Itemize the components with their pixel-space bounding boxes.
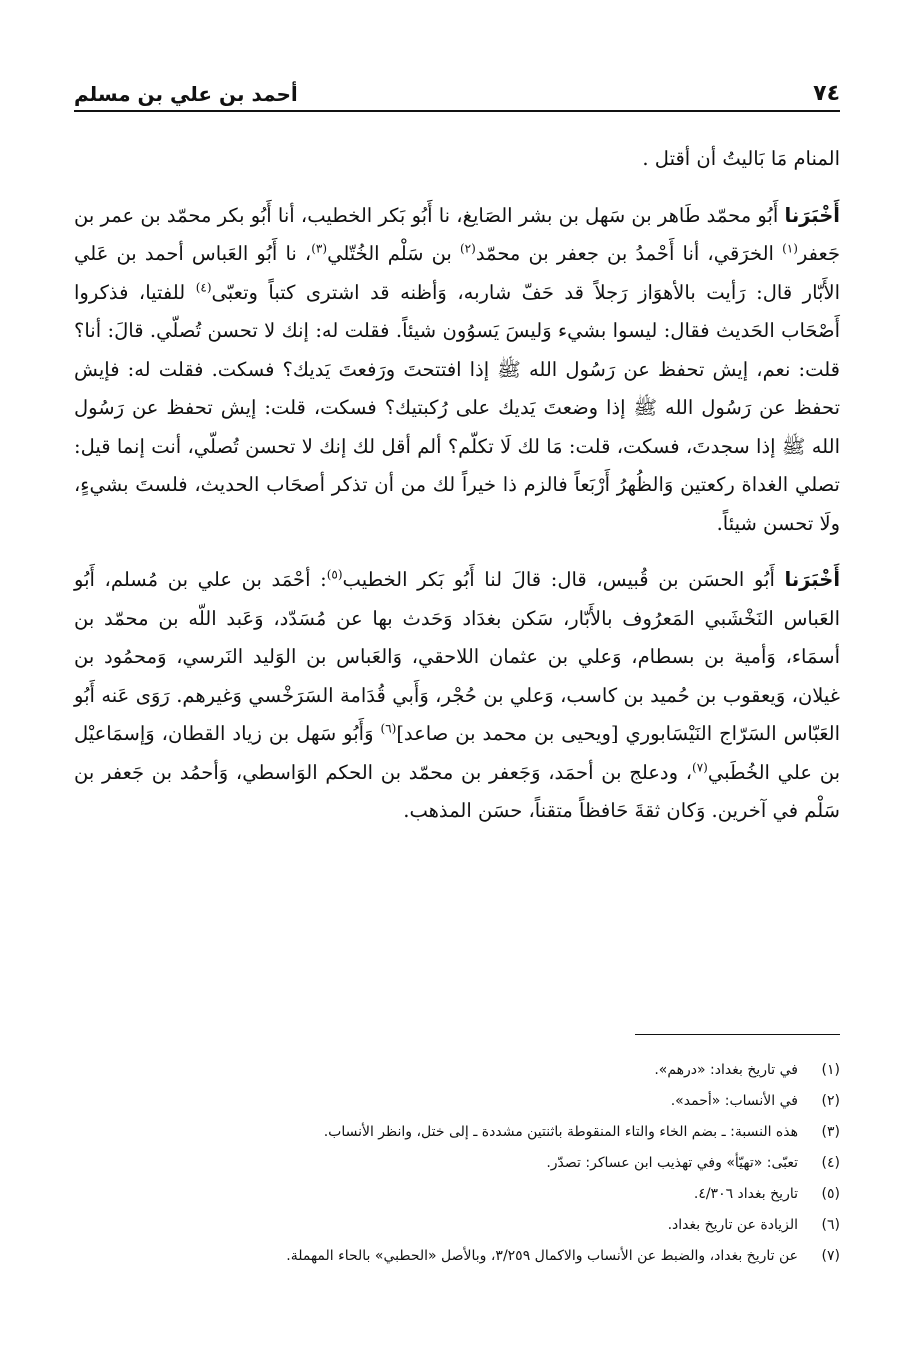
footnote-number: (٥) (821, 1186, 840, 1202)
paragraph-text: أَبُو الحسَن بن قُبيس، قال: قالَ لنا أَبُو بَكر الخطيب (342, 568, 785, 591)
footnote (74, 1086, 840, 1117)
footnote-number: (٤) (821, 1155, 840, 1171)
paragraph-2 (74, 561, 840, 831)
paragraph-text: وَأَبُو سَهل بن زياد القطان، وَإسمَاعيْل بن علي الخُطَبي (74, 722, 840, 784)
footnote-divider (635, 1034, 840, 1035)
paragraph-text: للفتيا، فذكروا أَصْحَاب الحَديث فقال: ليسوا بشيء وَليسَ يَسوُون شيئاً. فقلت له: إنك لا تحسن تُصلّي. قالَ: أنا؟ قلت: نعم، إيش تحفظ عن رَسُول الله ﷺ إذا افتتحتَ ورَفعتَ يَديك؟ فسكت. فقلت له: فإيش تحفظ عن رَسُول الله ﷺ إذا وضعتَ يَديك على رُكبتيك؟ فسكت، قلت: إيش تحفظ عن رَسُول الله ﷺ إذا سجدتَ، فسكت، قلت: مَا لك لَا تكلّم؟ ألم أقل لك إنك لا تحسن تُصلّي، أنت إنما قيل: تصلي الغداة ركعتين وَالظُهرُ أَرْبَعاً فالزم ذا خيراً لك من أن تذكر أصحَاب الحديث، فلستَ بشيءٍ، ولَا تحسن شيئاً. (74, 280, 840, 535)
paragraph-lead-word: أَخْبَرَنا (784, 568, 841, 591)
footnote-ref: (٦) (380, 721, 397, 736)
paragraph-text: بن سَلْم الخُتّلي (327, 242, 460, 265)
footnote-number: (٦) (821, 1217, 840, 1233)
footnote-ref: (٧) (692, 760, 708, 774)
paragraph-text: ، ودعلج بن أحمَد، وَجَعفر بن محمّد بن الحكم الوَاسطي، وَأحمُد بن جَعفر بن سَلْم في آخرين. وَكان ثقةَ حَافظاً متقناً، حسَن المذهب. (74, 760, 840, 822)
paragraph-text: : أحْمَد بن علي بن مُسلم، أَبُو العَباس النَخْشَبي المَعرُوف بالأَبّار، سَكن بغدَاد وَحَدث بها عن مُسَدّد، وَعَبد اللّه بن محمّد بن أسمَاء، وَأمية بن بسطام، وَعلي بن عثمان اللاحقي، وَالعَباس بن الوَليد النَرسي، وَمحمُود بن غيلان، وَيعقوب بن حُميد بن كاسب، وَعلي بن حُجْر، وَأَبي قُدَامة السَرَخْسي وَغيرهم. رَوَى عَنه أَبُو العَبّاس السَرّاج النَيْسَابوري [ويحيى بن محمد بن صاعد] (74, 568, 840, 745)
footnote-text: هذه النسبة: ـ بضم الخاء والتاء المنقوطة باثنتين مشددة ـ إلى ختل، وانظر الأنساب. (323, 1124, 798, 1140)
intro-paragraph: المنام مَا بَاليتُ أن أقتل . (642, 147, 840, 170)
footnote (74, 1055, 840, 1086)
footnote-text: تعبّى: «تهيّأ» وفي تهذيب ابن عساكر: تصدّر. (546, 1155, 798, 1171)
footnote-number: (١) (821, 1062, 840, 1078)
footnote-ref: (٤) (195, 280, 212, 294)
main-text (74, 140, 840, 831)
footnote (74, 1117, 840, 1148)
footnote-text: في تاريخ بغداد: «درهم». (654, 1062, 798, 1078)
paragraph-lead-word: أَخْبَرَنا (784, 203, 840, 227)
footnote-ref: (٢) (459, 241, 476, 256)
running-title: أحمد بن علي بن مسلم (74, 82, 298, 106)
footnote-text: الزيادة عن تاريخ بغداد. (667, 1217, 798, 1233)
footnote-text: عن تاريخ بغداد، والضبط عن الأنساب والاكمال ٣/٢٥٩، وبالأصل «الحطبي» بالحاء المهملة. (286, 1248, 798, 1264)
footnotes (74, 1055, 840, 1272)
paragraph-1 (74, 197, 840, 544)
footnote-ref: (٣) (311, 241, 328, 256)
paragraph-text: أَبُو محمّد طَاهر بن سَهل بن بشر الصَايغ، نا أَبُو بَكر الخطيب، أنا أَبُو بكر محمّد بن عمر بن جَعفر (74, 203, 841, 265)
footnote-number: (٢) (821, 1093, 840, 1109)
footnote-text: تاريخ بغداد ٤/٣٠٦. (693, 1186, 798, 1202)
paragraph-text: ، نا أَبُو العَباس أحمد بن عَلي الأَبّار قال: رَأيت بالأهوَاز رَجلاً قد حَفّ شاربه، وَأظنه قد اشترى كتباً وتعبّى (74, 242, 840, 304)
footnote-number: (٧) (821, 1248, 840, 1264)
footnote-number: (٣) (821, 1124, 840, 1140)
footnote-ref: (٥) (326, 567, 343, 582)
footnote (74, 1148, 840, 1179)
page-number: ٧٤ (813, 81, 840, 106)
footnote (74, 1179, 840, 1210)
footnote (74, 1241, 840, 1272)
page-header (74, 66, 840, 112)
footnote-ref: (١) (782, 241, 798, 256)
footnote-text: في الأنساب: «أحمد». (670, 1093, 798, 1109)
paragraph-text: الخرَقي، أنا أَحْمدُ بن جعفر بن محمّد (475, 242, 783, 265)
footnote (74, 1210, 840, 1241)
